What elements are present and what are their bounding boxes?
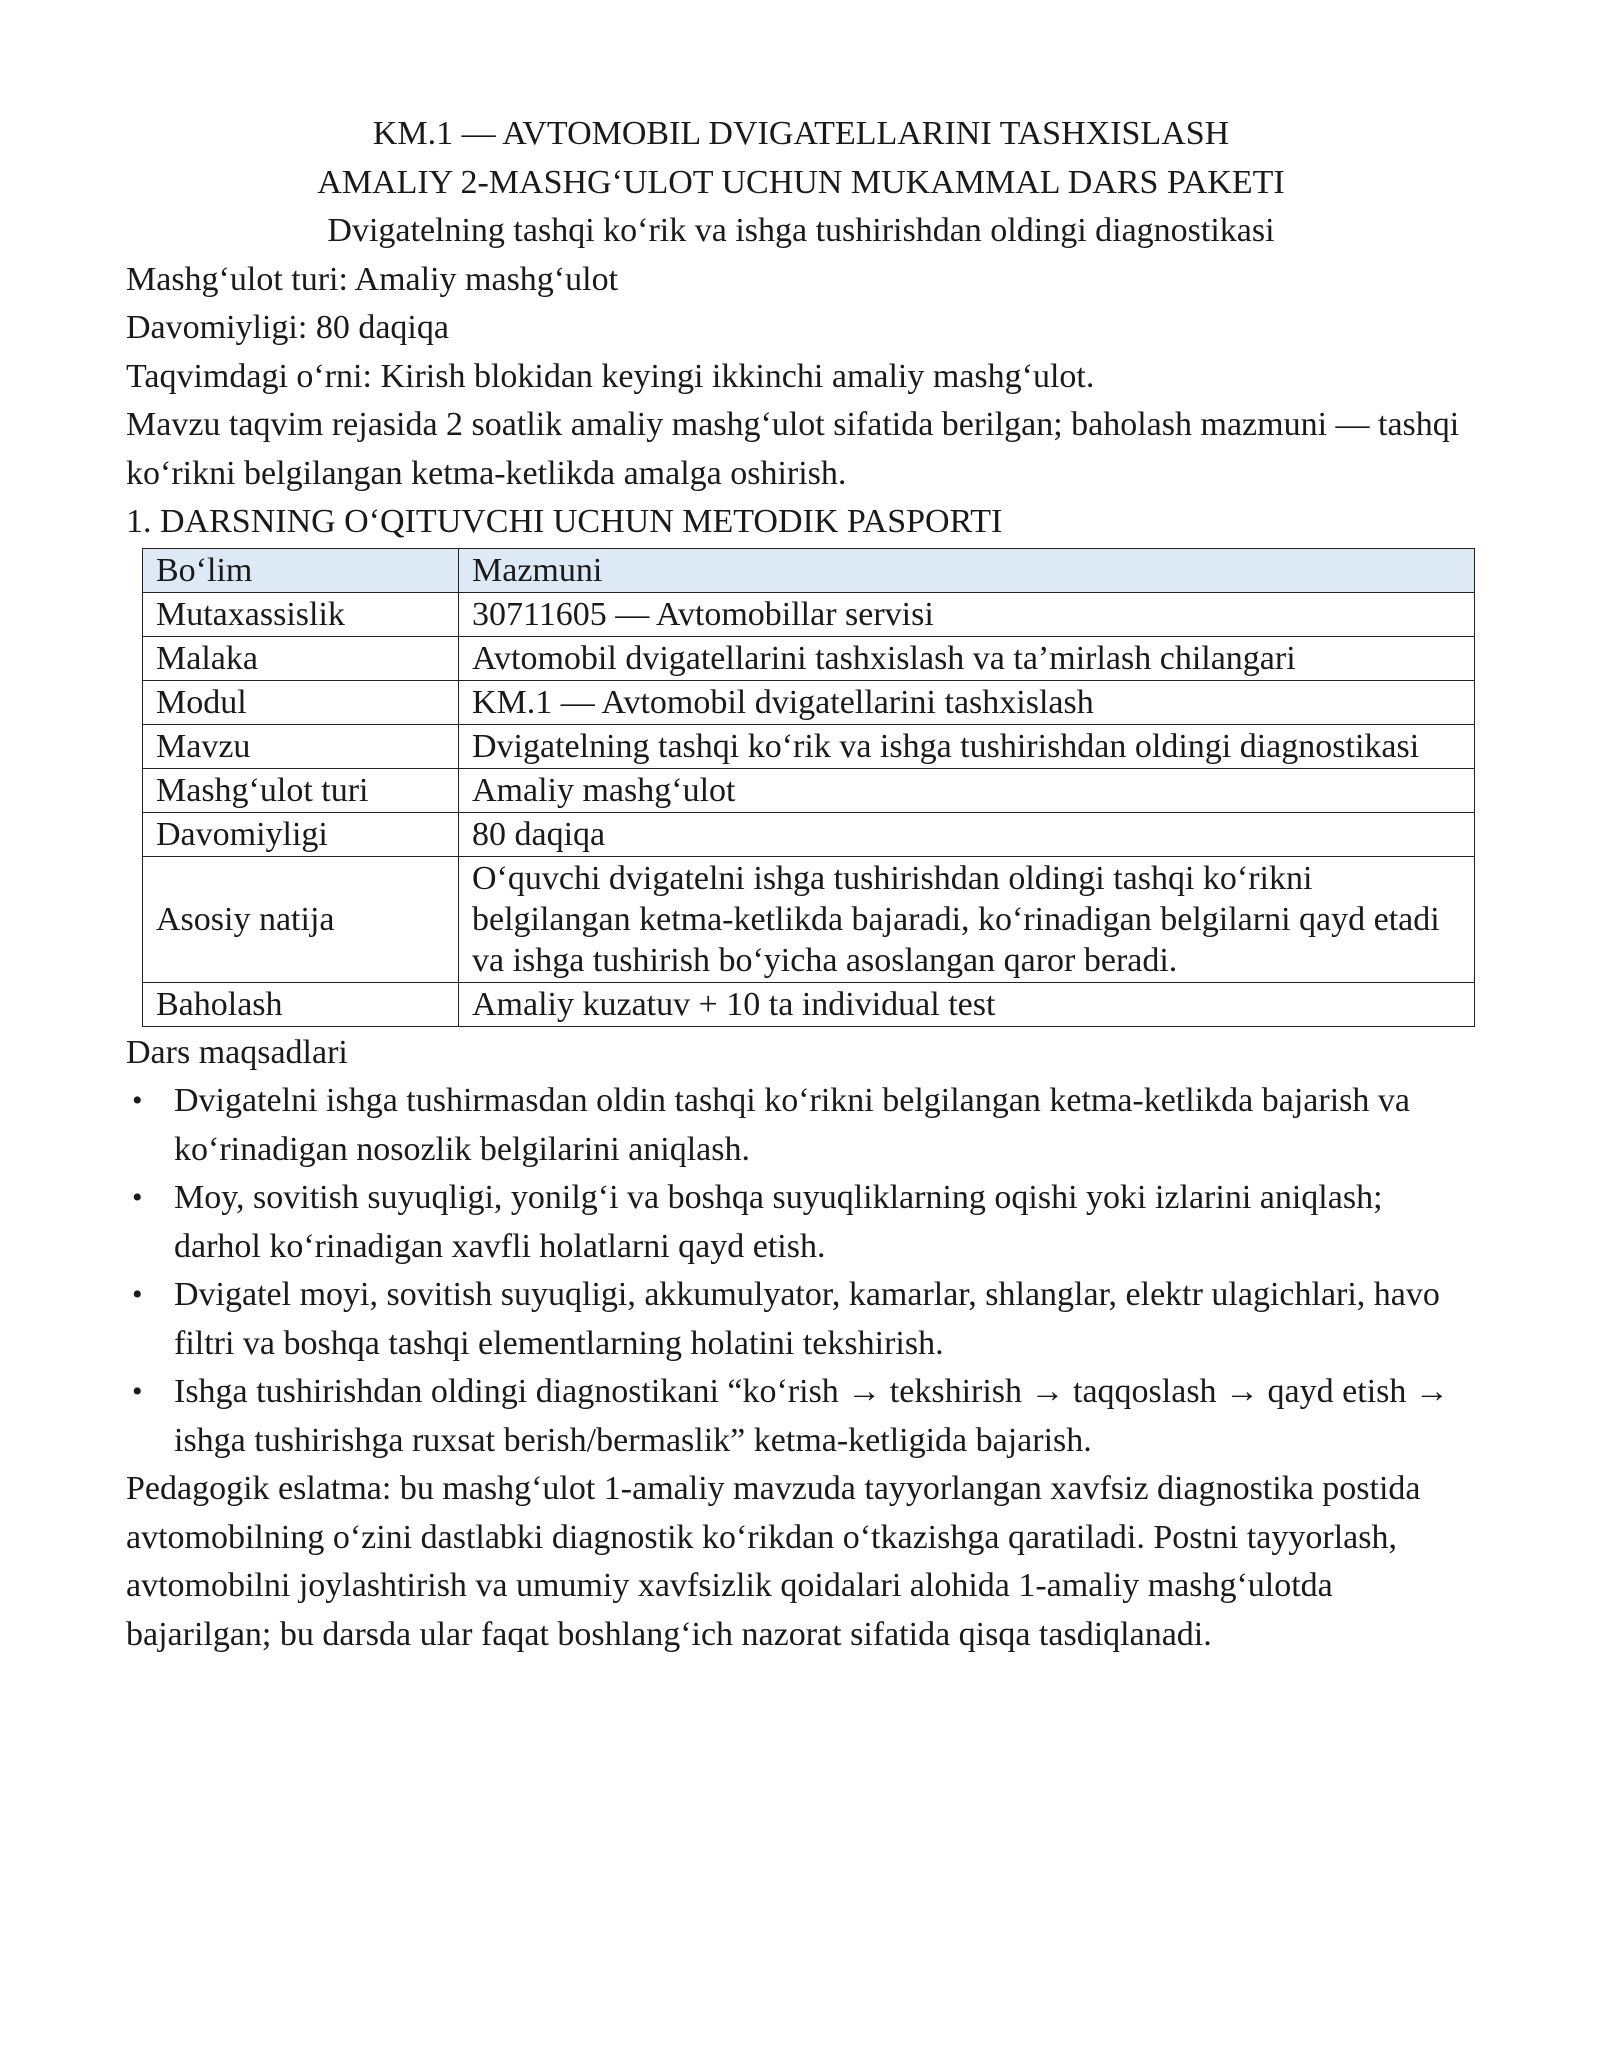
table-row: [143, 856, 1475, 982]
table-cell-label: Mavzu: [143, 724, 459, 768]
meta-lesson-type: Mashg‘ulot turi: Amaliy mashg‘ulot: [126, 260, 619, 298]
bullet-icon: •: [132, 1181, 143, 1214]
table-cell-label: Mutaxassislik: [143, 592, 459, 636]
section-heading-passport: 1. DARSNING O‘QITUVCHI UCHUN METODIK PASPORTI: [126, 503, 1003, 540]
table-row: [143, 982, 1475, 1026]
table-cell-label: Baholash: [143, 982, 459, 1026]
goal-text: Dvigatel moyi, sovitish suyuqligi, akkumulyator, kamarlar, shlanglar, elektr ulagichlari, havo filtri va boshqa tashqi elementlarning holatini tekshirish.: [174, 1276, 1440, 1362]
passport-table: [142, 548, 1475, 1027]
table-row: [143, 636, 1475, 680]
document-title-line-1: KM.1 — AVTOMOBIL DVIGATELLARINI TASHXISLASH: [372, 115, 1230, 152]
table-cell-value: 80 daqiqa: [459, 812, 1475, 856]
bullet-icon: •: [132, 1375, 143, 1408]
document-page: [126, 110, 1476, 1659]
table-cell-label: Mashg‘ulot turi: [143, 768, 459, 812]
meta-calendar-position: Taqvimdagi o‘rni: Kirish blokidan keyingi ikkinchi amaliy mashg‘ulot.: [126, 357, 1095, 395]
table-row: [143, 812, 1475, 856]
document-title-line-2: AMALIY 2-MASHG‘ULOT UCHUN MUKAMMAL DARS PAKETI: [317, 163, 1285, 201]
table-row: [143, 724, 1475, 768]
table-cell-value: KM.1 — Avtomobil dvigatellarini tashxislash: [459, 680, 1475, 724]
table-cell-value: Amaliy mashg‘ulot: [459, 768, 1475, 812]
goals-heading: Dars maqsadlari: [126, 1033, 348, 1071]
table-header-row: [143, 548, 1475, 592]
table-cell-label: Modul: [143, 680, 459, 724]
list-item: [126, 1368, 1476, 1465]
table-cell-label: Asosiy natija: [143, 856, 459, 982]
document-subtitle: Dvigatelning tashqi ko‘rik va ishga tushirishdan oldingi diagnostikasi: [327, 212, 1275, 249]
table-row: [143, 592, 1475, 636]
goals-list: [126, 1077, 1476, 1465]
table-cell-value: Amaliy kuzatuv + 10 ta individual test: [459, 982, 1475, 1026]
table-cell-label: Davomiyligi: [143, 812, 459, 856]
goal-text: Moy, sovitish suyuqligi, yonilg‘i va boshqa suyuqliklarning oqishi yoki izlarini aniqlash; darhol ko‘rinadigan xavfli holatlarni qayd etish.: [174, 1179, 1383, 1265]
table-cell-label: Malaka: [143, 636, 459, 680]
table-row: [143, 768, 1475, 812]
list-item: [126, 1271, 1476, 1368]
goal-text: Dvigatelni ishga tushirmasdan oldin tashqi ko‘rikni belgilangan ketma-ketlikda bajarish va ko‘rinadigan nosozlik belgilarini aniqlash.: [174, 1082, 1410, 1168]
table-cell-value: O‘quvchi dvigatelni ishga tushirishdan oldingi tashqi ko‘rikni belgilangan ketma-ketlikda bajaradi, ko‘rinadigan belgilarni qayd etadi va ishga tushirish bo‘yicha asoslangan qaror beradi.: [459, 856, 1475, 982]
table-cell-value: Dvigatelning tashqi ko‘rik va ishga tushirishdan oldingi diagnostikasi: [459, 724, 1475, 768]
table-cell-value: 30711605 — Avtomobillar servisi: [459, 592, 1475, 636]
table-cell-value: Avtomobil dvigatellarini tashxislash va ta’mirlash chilangari: [459, 636, 1475, 680]
table-header-cell-content: Mazmuni: [459, 548, 1475, 592]
table-header-cell-section: Bo‘lim: [143, 548, 459, 592]
bullet-icon: •: [132, 1278, 143, 1311]
meta-duration: Davomiyligi: 80 daqiqa: [126, 309, 449, 346]
table-row: [143, 680, 1475, 724]
goal-text: Ishga tushirishdan oldingi diagnostikani “ko‘rish → tekshirish → taqqoslash → qayd etish → ishga tushirishga ruxsat berish/bermaslik” ketma-ketligida bajarish.: [174, 1373, 1449, 1459]
bullet-icon: •: [132, 1084, 143, 1117]
list-item: [126, 1077, 1476, 1174]
meta-note: Mavzu taqvim rejasida 2 soatlik amaliy mashg‘ulot sifatida berilgan; baholash mazmuni — tashqi ko‘rikni belgilangan ketma-ketlikda amalga oshirish.: [126, 406, 1460, 492]
list-item: [126, 1174, 1476, 1271]
pedagogical-note: Pedagogik eslatma: bu mashg‘ulot 1-amaliy mavzuda tayyorlangan xavfsiz diagnostika postida avtomobilning o‘zini dastlabki diagnostik ko‘rikdan o‘tkazishga qaratiladi. Postni tayyorlash, avtomobilni joylashtirish va umumiy xavfsizlik qoidalari alohida 1-amaliy mashg‘ulotda bajarilgan; bu darsda ular faqat boshlang‘ich nazorat sifatida qisqa tasdiqlanadi.: [126, 1470, 1421, 1653]
